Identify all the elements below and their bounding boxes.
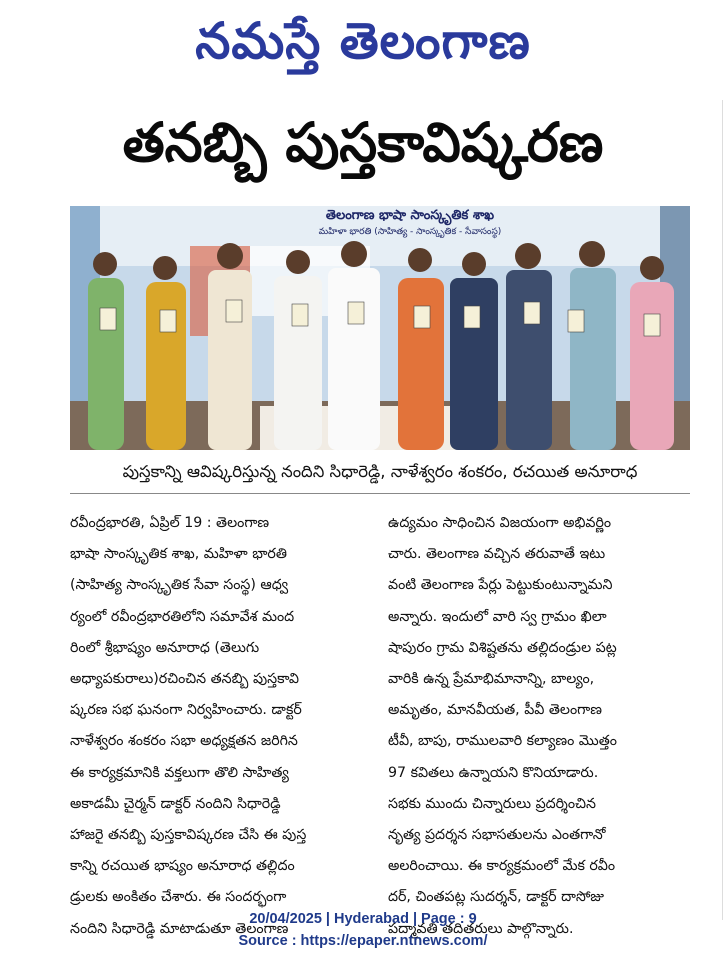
article-line: రవీంద్రభారతి, ఏప్రిల్ 19 : తెలంగాణ — [70, 515, 270, 531]
article-line: ర్యంలో రవీంద్రభారతిలోని సమావేశ మంద — [70, 608, 295, 625]
footer-date-location: 20/04/2025 | Hyderabad | Page : 9 — [249, 911, 477, 927]
event-banner — [220, 208, 600, 240]
event-photo — [70, 206, 690, 450]
event-banner-subtitle: మహిళా భారతి (సాహిత్య - సాంస్కృతిక - సేవాసంస్థ) — [318, 227, 502, 237]
article-line: ఉద్యమం సాధించిన విజయంగా అభివర్ణిం — [388, 515, 612, 531]
article-line: పద్మావతి తదితరులు పాల్గొన్నారు. — [388, 920, 574, 937]
article-line: సభకు ముందు చిన్నారులు ప్రదర్శించిన — [388, 795, 596, 812]
article-column-left — [70, 508, 370, 945]
article-line: అధ్యాపకురాలు)రచించిన తనబ్బి పుస్తకావి — [70, 671, 300, 688]
page-footer — [0, 908, 726, 952]
article-line: టీవీ, బాపు, రాములవారి కల్యాణం మొత్తం — [388, 733, 617, 750]
event-banner-title: తెలంగాణ భాషా సాంస్కృతిక శాఖ — [325, 208, 495, 223]
article-line: ఈ కార్యక్రమానికి వక్తలుగా తొలి సాహిత్య — [70, 764, 289, 781]
article-line: నృత్య ప్రదర్శన సభాసతులను ఎంతగానో — [388, 827, 606, 844]
article-line: వారికి ఉన్న ప్రేమాభిమానాన్ని, బాల్యం, — [388, 671, 595, 688]
article-line: అన్నారు. ఇందులో వారి స్వ గ్రామం ఖిలా — [388, 608, 607, 625]
article-column-right — [388, 508, 688, 945]
article-line: డ్రులకు అంకితం చేశారు. ఈ సందర్భంగా — [70, 889, 287, 906]
article-line: 97 కవితలు ఉన్నాయని కొనియాడారు. — [388, 764, 599, 781]
caption-divider — [70, 493, 690, 494]
article-line: షాపురం గ్రామ విశిష్టతను తల్లిదండ్రుల పట్ల — [388, 639, 617, 656]
article-line: హాజరై తనబ్బి పుస్తకావిష్కరణ చేసి ఈ పుస్త — [70, 827, 307, 844]
article-line: రింలో శ్రీభాష్యం అనూరాధ (తెలుగు — [70, 639, 260, 656]
photo-caption: పుస్తకాన్ని ఆవిష్కరిస్తున్న నందిని సిధారెడ్డి, నాళేశ్వరం శంకరం, రచయిత అనూరాధ — [122, 462, 638, 481]
event-photo-illustration — [70, 206, 690, 450]
article-line: (సాహిత్య సాంస్కృతిక సేవా సంస్థ) ఆధ్వ — [70, 577, 289, 594]
article-headline: తనబ్బి పుస్తకావిష్కరణ — [122, 111, 604, 174]
article-line: దర్, చింతపట్ల సుదర్శన్, డాక్టర్ దాసోజు — [388, 889, 604, 906]
article-line: నందిని సిధారెడ్డి మాటాడుతూ తెలంగాణ — [70, 920, 289, 937]
article-line: చారు. తెలంగాణ వచ్చిన తరువాతే ఇటు — [388, 546, 606, 563]
article-line: ష్కరణ సభ ఘనంగా నిర్వహించారు. డాక్టర్ — [70, 702, 302, 719]
article-line: వంటి తెలంగాణ పేర్లు పెట్టుకుంటున్నామని — [388, 577, 613, 594]
newspaper-masthead: నమస్తే తెలంగాణ — [195, 12, 531, 70]
article-line: అలరించాయి. ఈ కార్యక్రమంలో మేక రవీం — [388, 858, 616, 875]
page-edge-divider — [722, 100, 726, 920]
article-line: కాన్ని రచయిత భాష్యం అనూరాధ తల్లిదం — [70, 858, 295, 875]
footer-source-link[interactable]: Source : https://epaper.ntnews.com/ — [238, 933, 488, 949]
article-line: అమృతం, మానవీయత, పీవీ తెలంగాణ — [388, 702, 602, 719]
article-line: భాషా సాంస్కృతిక శాఖ, మహిళా భారతి — [70, 546, 287, 563]
article-line: అకాడమీ చైర్మన్ డాక్టర్ నందిని సిధారెడ్డి — [70, 795, 281, 812]
article-line: నాళేశ్వరం శంకరం సభా అధ్యక్షతన జరిగిన — [70, 733, 298, 750]
